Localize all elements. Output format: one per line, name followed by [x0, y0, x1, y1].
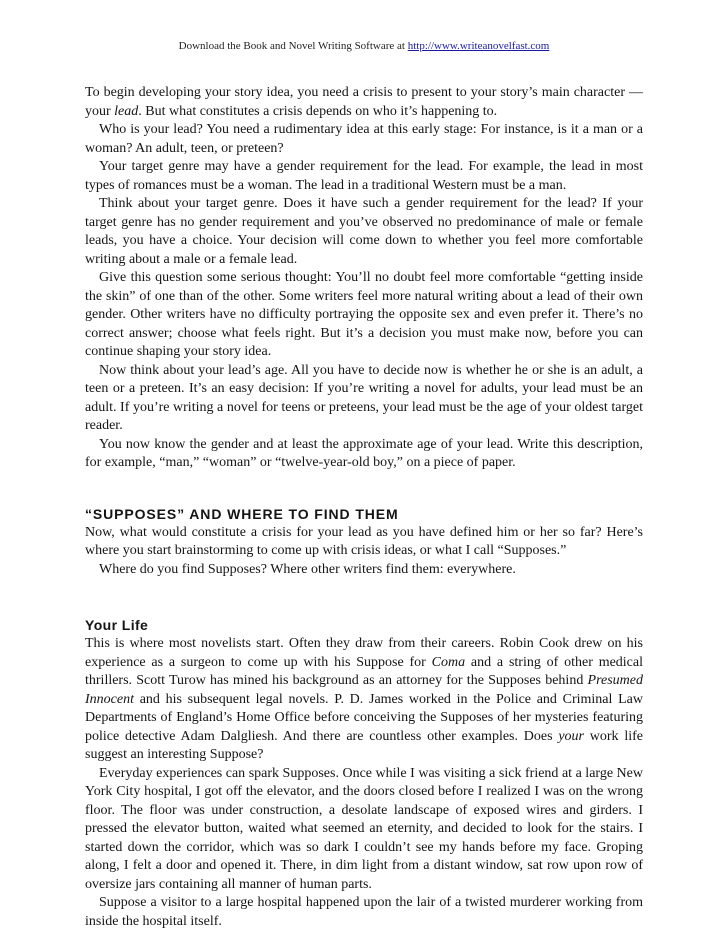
- italic-run: Coma: [431, 654, 466, 670]
- paragraph: Give this question some serious thought: You’ll no doubt feel more comfortable “getting inside the skin” of one than of the other. Some writers feel more natural writing about a lead of their own gender. Other writers have no difficulty portraying the opposite sex and even prefer it. There’s no correct answer; choose what feels right. But it’s a decision you must make now, before you can continue shaping your story idea.: [85, 270, 643, 359]
- text-run: To begin developing your story idea, you need a crisis to present to your story’s main character —your: [85, 85, 643, 119]
- paragraph: Now think about your lead’s age. All you have to decide now is whether he or she is an adult, a teen or a preteen. It’s an easy decision: If you’re writing a novel for adults, your lead must be an adult. If you’re writing a novel for teens or preteens, your lead must be the age of your oldest target reader.: [85, 362, 643, 433]
- paragraph: Think about your target genre. Does it have such a gender requirement for the lead? If your target genre has no gender requirement and you’ve observed no predominance of male or female leads, you have a choice. Your decision will come down to whether you feel more comfortable writing about a male or a female lead.: [85, 196, 643, 267]
- paragraph: [85, 635, 643, 765]
- section-heading-your-life: Your Life: [85, 617, 149, 633]
- section-heading-supposes: “SUPPOSES” AND WHERE TO FIND THEM: [85, 505, 399, 522]
- paragraph: [85, 84, 643, 121]
- text-run: and his subsequent legal novels. P. D. James worked in the Police and Criminal Law Departments of England’s Home Office before conceiving the Supposes of her mysteries featuring police detective Adam Dalgliesh. And there are countless other examples. Does: [85, 691, 643, 744]
- italic-run: your: [558, 728, 584, 744]
- text-run: and a string of other medical thrillers. Scott Turow has mined his background as an attorney for the Supposes behind: [85, 654, 644, 688]
- italic-run: Presumed Innocent: [85, 673, 643, 707]
- document-body: [85, 84, 643, 931]
- text-run: work life suggest an interesting Suppose?: [85, 728, 643, 762]
- text-run: This is where most novelists start. Often they draw from their careers. Robin Cook drew on his experience as a surgeon to come up with his Suppose for: [85, 636, 643, 670]
- paragraph: Suppose a visitor to a large hospital happened upon the lair of a twisted murderer working from inside the hospital itself.: [85, 895, 643, 929]
- text-run: . But what constitutes a crisis depends on who it’s happening to.: [138, 103, 498, 119]
- header-text: Download the Book and Novel Writing Software at: [178, 40, 408, 52]
- italic-run: lead: [114, 103, 139, 119]
- paragraph: Everyday experiences can spark Supposes. Once while I was visiting a sick friend at a large New York City hospital, I got off the elevator, and the doors closed before I realized I was on the wrong floor. The floor was under construction, a desolate landscape of exposed wires and girders. I pressed the elevator button, waited what seemed an eternity, and decided to look for the stairs. I started down the corridor, which was so dark I couldn’t see my hands before my face. Groping along, I felt a door and opened it. There, in dim light from a distant window, sat row upon row of oversize jars containing all manner of human parts.: [85, 765, 643, 892]
- paragraph: Now, what would constitute a crisis for your lead as you have defined him or her so far? Here’s where you start brainstorming to come up with crisis ideas, or what I call “Supposes.”: [85, 524, 643, 558]
- paragraph: Who is your lead? You need a rudimentary idea at this early stage: For instance, is it a man or a woman? An adult, teen, or preteen?: [85, 122, 643, 156]
- paragraph: Your target genre may have a gender requirement for the lead. For example, the lead in most types of romances must be a woman. The lead in a traditional Western must be a man.: [85, 159, 643, 193]
- download-header: [85, 40, 643, 52]
- paragraph: You now know the gender and at least the approximate age of your lead. Write this description, for example, “man,” “woman” or “twelve-year-old boy,” on a piece of paper.: [85, 436, 643, 470]
- website-link[interactable]: http://www.writeanovelfast.com: [407, 40, 550, 52]
- paragraph: Where do you find Supposes? Where other writers find them: everywhere.: [99, 561, 516, 577]
